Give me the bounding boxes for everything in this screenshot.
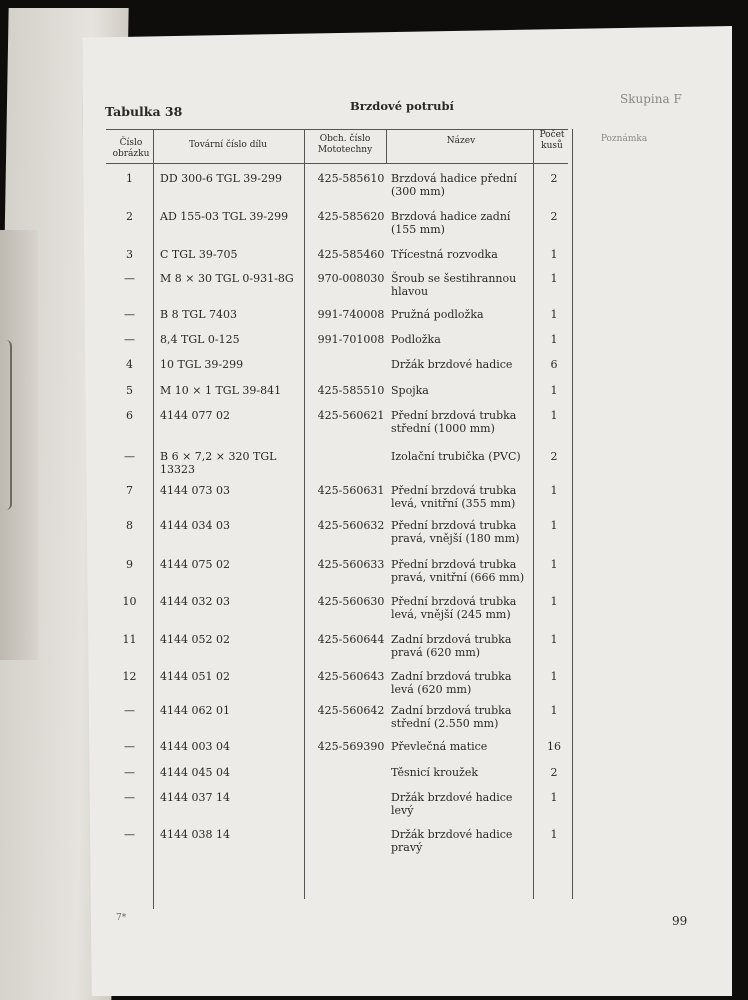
- trade-number: 425-560633: [317, 558, 385, 571]
- part-name: Spojka: [391, 384, 429, 397]
- table-row: [106, 828, 576, 854]
- figure-number: —: [124, 704, 135, 717]
- quantity: 1: [550, 409, 558, 422]
- footer-mark: 7*: [116, 913, 127, 923]
- part-name: Pružná podložka: [391, 308, 484, 321]
- factory-part-number: 4144 073 03: [160, 484, 230, 497]
- quantity: 1: [550, 333, 558, 346]
- quantity: 1: [550, 519, 558, 532]
- table-row: [106, 248, 576, 268]
- table-row: [106, 484, 576, 510]
- figure-number: 9: [126, 558, 133, 571]
- figure-number: 6: [126, 409, 133, 422]
- factory-part-number: DD 300-6 TGL 39-299: [160, 172, 282, 185]
- table-row: [106, 558, 576, 584]
- figure-number: 2: [126, 210, 133, 223]
- quantity: 1: [550, 272, 558, 285]
- quantity: 1: [550, 704, 558, 717]
- trade-number: 425-560642: [317, 704, 385, 717]
- table-row: [106, 333, 576, 353]
- part-name: Přední brzdová trubka levá, vnitřní (355 mm): [391, 484, 517, 510]
- trade-number: 425-585510: [317, 384, 385, 397]
- trade-number: 425-560630: [317, 595, 385, 608]
- figure-number: —: [124, 450, 135, 463]
- table-row: [106, 595, 576, 621]
- trade-number: 425-585460: [317, 248, 385, 261]
- column-header-cislo: Číslo obrázku: [112, 138, 150, 159]
- trade-number: 425-585610: [317, 172, 385, 185]
- quantity: 1: [550, 308, 558, 321]
- column-header-nazev: Název: [446, 136, 476, 146]
- part-name: Přední brzdová trubka levá, vnější (245 mm): [391, 595, 517, 621]
- trade-number: 970-008030: [317, 272, 385, 285]
- table-row: [106, 409, 576, 435]
- part-name: Brzdová hadice přední (300 mm): [391, 172, 517, 198]
- quantity: 2: [550, 450, 558, 463]
- factory-part-number: 4144 077 02: [160, 409, 230, 422]
- table-row: [106, 704, 576, 730]
- factory-part-number: 4144 034 03: [160, 519, 230, 532]
- part-name: Izolační trubička (PVC): [391, 450, 521, 463]
- trade-number: 425-560631: [317, 484, 385, 497]
- factory-part-number: 4144 032 03: [160, 595, 230, 608]
- table-row: [106, 766, 576, 786]
- factory-part-number: 4144 037 14: [160, 791, 230, 804]
- quantity: 1: [550, 791, 558, 804]
- part-name: Přední brzdová trubka pravá, vnější (180 mm): [391, 519, 520, 545]
- factory-part-number: B 6 × 7,2 × 320 TGL 13323: [160, 450, 277, 476]
- factory-part-number: B 8 TGL 7403: [160, 308, 237, 321]
- factory-part-number: AD 155-03 TGL 39-299: [160, 210, 289, 223]
- figure-number: 8: [126, 519, 133, 532]
- table-row: [106, 210, 576, 236]
- quantity: 1: [550, 484, 558, 497]
- part-name: Podložka: [391, 333, 441, 346]
- factory-part-number: 4144 045 04: [160, 766, 230, 779]
- part-name: Držák brzdové hadice levý: [391, 791, 513, 817]
- figure-number: —: [124, 766, 135, 779]
- table-row: [106, 670, 576, 696]
- part-name: Převlečná matice: [391, 740, 488, 753]
- part-name: Zadní brzdová trubka levá (620 mm): [391, 670, 512, 696]
- part-name: Třícestná rozvodka: [391, 248, 498, 261]
- column-divider: [386, 129, 387, 163]
- column-header-tovarni: Tovární číslo dílu: [188, 140, 268, 150]
- figure-number: —: [124, 333, 135, 346]
- factory-part-number: 8,4 TGL 0-125: [160, 333, 240, 346]
- part-name: Držák brzdové hadice pravý: [391, 828, 513, 854]
- trade-number: 425-560644: [317, 633, 385, 646]
- table-row: [106, 384, 576, 404]
- figure-number: —: [124, 740, 135, 753]
- table-row: [106, 791, 576, 817]
- group-label: Skupina F: [620, 92, 682, 106]
- part-name: Zadní brzdová trubka střední (2.550 mm): [391, 704, 512, 730]
- factory-part-number: 10 TGL 39-299: [160, 358, 244, 371]
- figure-number: 3: [126, 248, 133, 261]
- figure-number: 12: [122, 670, 137, 683]
- table-row: [106, 172, 576, 198]
- table-row: [106, 358, 576, 378]
- part-name: Zadní brzdová trubka pravá (620 mm): [391, 633, 512, 659]
- quantity: 1: [550, 670, 558, 683]
- part-name: Přední brzdová trubka pravá, vnitřní (666 mm): [391, 558, 525, 584]
- quantity: 1: [550, 384, 558, 397]
- quantity: 1: [550, 558, 558, 571]
- factory-part-number: 4144 038 14: [160, 828, 230, 841]
- figure-number: 10: [122, 595, 137, 608]
- trade-number: 425-560643: [317, 670, 385, 683]
- quantity: 1: [550, 595, 558, 608]
- table-row: [106, 633, 576, 659]
- table-row: [106, 308, 576, 328]
- column-header-pocet: Počet kusů: [539, 130, 565, 151]
- quantity: 6: [550, 358, 558, 371]
- page-number: 99: [672, 914, 688, 928]
- figure-number: —: [124, 308, 135, 321]
- factory-part-number: C TGL 39-705: [160, 248, 238, 261]
- quantity: 16: [547, 740, 561, 753]
- factory-part-number: 4144 062 01: [160, 704, 230, 717]
- column-header-obch: Obch. číslo Mototechny: [317, 134, 373, 155]
- figure-number: 1: [126, 172, 133, 185]
- quantity: 1: [550, 633, 558, 646]
- trade-number: 425-560621: [317, 409, 385, 422]
- part-name: Těsnicí kroužek: [391, 766, 479, 779]
- part-name: Držák brzdové hadice: [391, 358, 513, 371]
- factory-part-number: 4144 003 04: [160, 740, 230, 753]
- table-header-rule: [106, 163, 568, 164]
- figure-number: —: [124, 272, 135, 285]
- quantity: 1: [550, 248, 558, 261]
- part-name: Přední brzdová trubka střední (1000 mm): [391, 409, 517, 435]
- quantity: 2: [550, 766, 558, 779]
- trade-number: 425-585620: [317, 210, 385, 223]
- table-row: [106, 450, 576, 476]
- quantity: 1: [550, 828, 558, 841]
- quantity: 2: [550, 172, 558, 185]
- factory-part-number: 4144 052 02: [160, 633, 230, 646]
- factory-part-number: M 8 × 30 TGL 0-931-8G: [160, 272, 294, 285]
- factory-part-number: M 10 × 1 TGL 39-841: [160, 384, 282, 397]
- underlying-figure-line: [6, 340, 12, 510]
- trade-number: 991-701008: [317, 333, 385, 346]
- figure-number: 4: [126, 358, 133, 371]
- table-row: [106, 740, 576, 760]
- table-row: [106, 272, 576, 298]
- trade-number: 991-740008: [317, 308, 385, 321]
- figure-number: —: [124, 791, 135, 804]
- column-header-poznamka: Poznámka: [600, 134, 648, 144]
- figure-number: —: [124, 828, 135, 841]
- table-top-rule: [106, 129, 568, 130]
- trade-number: 425-560632: [317, 519, 385, 532]
- figure-number: 7: [126, 484, 133, 497]
- table-title: Tabulka 38: [105, 104, 183, 119]
- factory-part-number: 4144 075 02: [160, 558, 230, 571]
- table-row: [106, 519, 576, 545]
- part-name: Šroub se šestihrannou hlavou: [391, 272, 517, 298]
- trade-number: 425-569390: [317, 740, 385, 753]
- part-name: Brzdová hadice zadní (155 mm): [391, 210, 511, 236]
- quantity: 2: [550, 210, 558, 223]
- section-title: Brzdové potrubí: [350, 99, 454, 113]
- factory-part-number: 4144 051 02: [160, 670, 230, 683]
- figure-number: 11: [122, 633, 137, 646]
- figure-number: 5: [126, 384, 133, 397]
